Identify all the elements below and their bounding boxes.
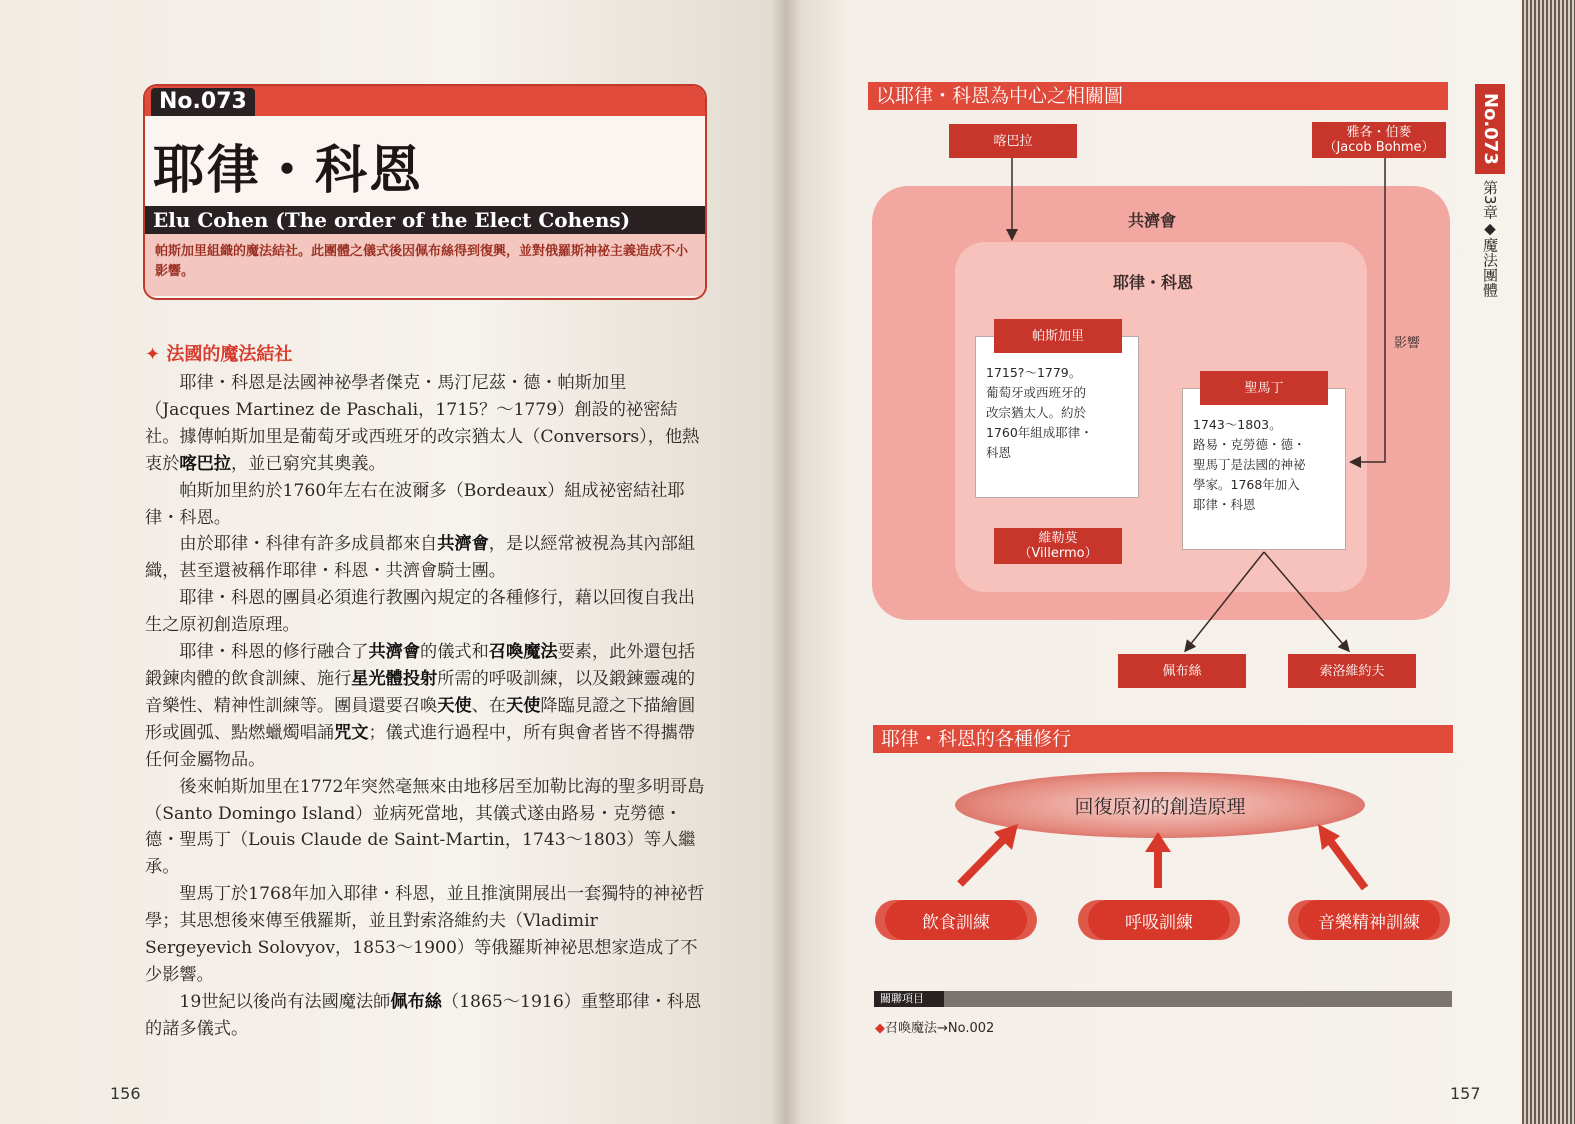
entry-number-badge: No.073 xyxy=(151,88,255,116)
keyword-link: 喀巴拉 xyxy=(179,453,231,474)
breath-arrowhead xyxy=(1145,832,1171,852)
body-text-run: ，並已窮究其奧義。 xyxy=(230,453,386,474)
section-heading-text: 法國的魔法結社 xyxy=(166,344,293,365)
page-title: 耶律・科恩 xyxy=(153,141,424,201)
solovyov-node: 索洛維約夫 xyxy=(1288,654,1416,688)
saint-martin-desc-line: 聖馬丁是法國的神祕 xyxy=(1193,457,1306,472)
body-text-run: 19世紀以後尚有法國魔法師 xyxy=(179,991,391,1012)
villermo-latin: （Villermo） xyxy=(1018,546,1098,561)
saint-martin-desc-line: 路易・克勞德・德・ xyxy=(1193,437,1306,452)
saint-martin-node: 聖馬丁 xyxy=(1200,371,1328,405)
papus-node: 佩布絲 xyxy=(1118,654,1246,688)
body-text-run: ，是以經常被視為其內部組織，甚至還被稱作耶律・科恩・共濟會騎士團。 xyxy=(145,534,696,582)
body-text-run: 耶律・科恩的團員必須進行教團內規定的各種修行，藉以回復自我出生之原初創造原理。 xyxy=(145,588,696,636)
body-text-run: 的儀式和 xyxy=(420,642,489,663)
side-chapter-label: 第3章◆魔法團體 xyxy=(1481,180,1499,298)
saint-martin-desc-line: 1743～1803。 xyxy=(1193,417,1282,432)
diamond-icon: ✦ xyxy=(145,344,161,365)
kabbalah-node: 喀巴拉 xyxy=(949,124,1077,158)
influence-label: 影響 xyxy=(1394,336,1421,351)
body-text-run: 由於耶律・科律有許多成員都來自 xyxy=(179,534,438,555)
paschali-desc-line: 葡萄牙或西班牙的 xyxy=(986,385,1087,400)
elu-cohen-label: 耶律・科恩 xyxy=(1113,273,1194,292)
jacob-boehme-name: 雅各・伯麥 xyxy=(1346,125,1412,140)
keyword-link: 佩布絲 xyxy=(390,991,442,1012)
related-item[interactable] xyxy=(875,1017,994,1036)
related-item-name: 召喚魔法 xyxy=(885,1021,938,1036)
freemasonry-label: 共濟會 xyxy=(1128,211,1177,230)
diamond-icon: ◆ xyxy=(875,1021,885,1036)
page-number-right: 157 xyxy=(1450,1084,1481,1103)
arrow-icon: → xyxy=(937,1021,948,1036)
body-text-run: 聖馬丁於1768年加入耶律・科恩，並且推演開展出一套獨特的神祕哲學；其思想後來傳至俄羅斯，並且對索洛維約夫（Vladimir Sergeyevich Solovyov，1853～1900）等俄羅斯神祕思想家造成了不少影響。 xyxy=(145,884,705,985)
diet-arrow-shaft xyxy=(960,838,1005,884)
paschali-desc-line: 改宗猶太人。約於 xyxy=(986,405,1087,420)
paschali-desc-line: 科恩 xyxy=(986,445,1012,460)
english-title: Elu Cohen (The order of the Elect Cohens) xyxy=(145,206,705,234)
related-items-bar: 關聯項目 xyxy=(874,991,1452,1007)
practice-diet: 飲食訓練 xyxy=(885,900,1027,940)
keyword-link: 召喚魔法 xyxy=(488,642,558,663)
page-number-left: 156 xyxy=(110,1084,141,1103)
paschali-desc-line: 1760年組成耶律・ xyxy=(986,425,1093,440)
body-text-run: 帕斯加里約於1760年左右在波爾多（Bordeaux）組成祕密結社耶律・科恩。 xyxy=(145,480,685,528)
body-text-run: 耶律・科恩是法國神祕學者傑克・馬汀尼茲・德・帕斯加里（Jacques Martinez de Paschali，1715？～1779）創設的祕密結社。據傳帕斯加里是葡萄牙或西班牙的改宗猶太人（Conversors），他熱衷於 xyxy=(145,373,700,474)
related-item-number: No.002 xyxy=(947,1021,995,1036)
keyword-link: 咒文 xyxy=(334,722,369,743)
keyword-link: 星光體投射 xyxy=(351,668,438,689)
body-text-run: 耶律・科恩的修行融合了 xyxy=(179,642,369,663)
body-text-run: 所需的呼吸訓練，以及鍛鍊靈魂的音樂性、精神性訓練等。團員還要召喚 xyxy=(145,668,696,716)
diagram-title-bar: 以耶律・科恩為中心之相關圖 xyxy=(868,82,1448,110)
body-text-run: （1865～1916）重整耶律・科恩的諸多儀式。 xyxy=(145,991,702,1039)
practices-title-bar: 耶律・科恩的各種修行 xyxy=(873,725,1453,753)
villermo-name: 維勒莫 xyxy=(1038,531,1078,546)
entry-summary: 帕斯加里組織的魔法結社。此團體之儀式後因佩布絲得到復興，並對俄羅斯神祕主義造成不小影響。 xyxy=(145,234,705,296)
body-text-run: 要素，此外還包括鍛鍊肉體的飲食訓練、施行 xyxy=(145,642,696,689)
body-text-run: ；儀式進行過程中，所有與會者皆不得攜帶任何金屬物品。 xyxy=(145,722,696,770)
body-text-run: 、在 xyxy=(471,695,506,716)
saint-martin-desc-line: 學家。1768年加入 xyxy=(1193,477,1300,492)
goal-text: 回復原初的創造原理 xyxy=(1074,795,1246,818)
keyword-link: 天使 xyxy=(437,695,472,716)
body-text-run: 降臨見證之下描繪圓形或圓弧、點燃蠟燭唱誦 xyxy=(145,695,696,743)
side-entry-number: No.073 xyxy=(1475,84,1505,174)
keyword-link: 共濟會 xyxy=(368,642,421,663)
practice-breathing: 呼吸訓練 xyxy=(1088,900,1230,940)
keyword-link: 共濟會 xyxy=(437,534,489,555)
saint-martin-desc-line: 耶律・科恩 xyxy=(1193,497,1256,512)
paschali-node: 帕斯加里 xyxy=(994,319,1122,353)
jacob-boehme-latin: （Jacob Bohme） xyxy=(1323,140,1435,155)
practice-music-spirit: 音樂精神訓練 xyxy=(1298,900,1440,940)
paschali-desc-line: 1715?～1779。 xyxy=(986,365,1082,380)
music-arrow-shaft xyxy=(1328,838,1365,888)
body-text-run: 後來帕斯加里在1772年突然毫無來由地移居至加勒比海的聖多明哥島（Santo Domingo Island）並病死當地，其儀式遂由路易・克勞德・德・聖馬丁（Louis Claude de Saint-Martin，1743～1803）等人繼承。 xyxy=(145,776,705,878)
keyword-link: 天使 xyxy=(505,695,541,716)
